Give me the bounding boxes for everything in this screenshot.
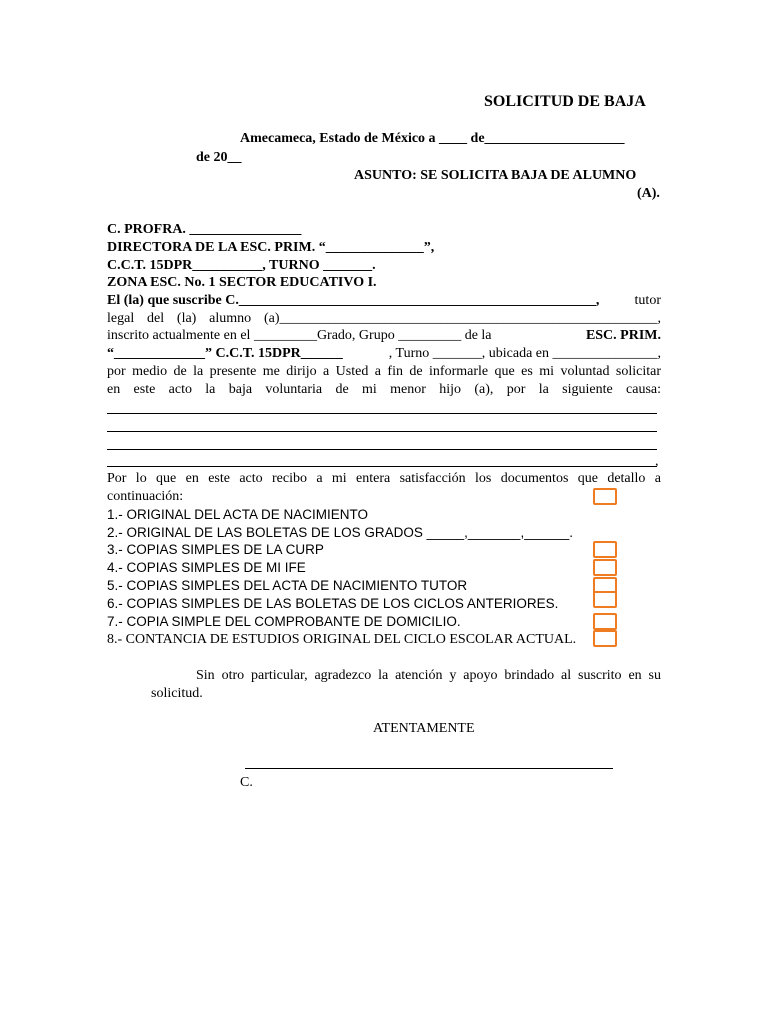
checkbox-item-3[interactable] bbox=[593, 541, 617, 558]
body-line-4 bbox=[107, 345, 661, 363]
atentamente-label: ATENTAMENTE bbox=[373, 721, 475, 736]
body-line-4-rest: , Turno _______, ubicada en _______________, bbox=[388, 346, 661, 361]
cause-blank-line-4 bbox=[107, 466, 657, 467]
cause-blank-line-3 bbox=[107, 449, 657, 450]
place-date-line: Amecameca, Estado de México a ____ de____________________ bbox=[240, 131, 625, 146]
closing-line-1: Sin otro particular, agradezco la atención y apoyo brindado al suscrito en su bbox=[196, 668, 661, 683]
cause-blank-line-1 bbox=[107, 413, 657, 414]
cause-blank-line-2 bbox=[107, 431, 657, 432]
checkbox-item-4[interactable] bbox=[593, 559, 617, 576]
recipient-directora: DIRECTORA DE LA ESC. PRIM. “______________”, bbox=[107, 240, 435, 255]
checkbox-item-7[interactable] bbox=[593, 613, 617, 630]
document-title: SOLICITUD DE BAJA bbox=[484, 93, 646, 110]
body-line-1 bbox=[107, 292, 661, 310]
body-line-6: en este acto la baja voluntaria de mi menor hijo (a), por la siguiente causa: bbox=[107, 382, 661, 397]
body-line-3-text: inscrito actualmente en el _________Grado, Grupo _________ de la bbox=[107, 328, 492, 343]
closing-line-2: solicitud. bbox=[151, 686, 203, 701]
recipient-cct: C.C.T. 15DPR__________, TURNO _______. bbox=[107, 258, 376, 273]
document-item-2: 2.- ORIGINAL DE LAS BOLETAS DE LOS GRADOS _____,_______,______. bbox=[107, 525, 573, 540]
document-item-8: 8.- CONTANCIA DE ESTUDIOS ORIGINAL DEL CICLO ESCOLAR ACTUAL. bbox=[107, 632, 577, 647]
subject-line-2: (A). bbox=[637, 186, 660, 201]
body-line-9: continuación: bbox=[107, 489, 184, 504]
subject-line-1: ASUNTO: SE SOLICITA BAJA DE ALUMNO bbox=[354, 168, 637, 183]
year-line: de 20__ bbox=[196, 150, 242, 165]
cause-line-comma: , bbox=[655, 454, 659, 469]
document-item-7: 7.- COPIA SIMPLE DEL COMPROBANTE DE DOMICILIO. bbox=[107, 614, 461, 629]
signature-prefix: C. bbox=[240, 775, 253, 790]
checkbox-item-8[interactable] bbox=[593, 630, 617, 647]
checkbox-item-1[interactable] bbox=[593, 488, 617, 505]
recipient-profra: C. PROFRA. ________________ bbox=[107, 222, 302, 237]
document-item-5: 5.- COPIAS SIMPLES DEL ACTA DE NACIMIENTO TUTOR bbox=[107, 578, 468, 593]
document-item-6: 6.- COPIAS SIMPLES DE LAS BOLETAS DE LOS CICLOS ANTERIORES. bbox=[107, 596, 559, 611]
document-item-1: 1.- ORIGINAL DEL ACTA DE NACIMIENTO bbox=[107, 507, 369, 522]
document-item-3: 3.- COPIAS SIMPLES DE LA CURP bbox=[107, 542, 324, 557]
body-line-4-bold: “_____________” C.C.T. 15DPR______ bbox=[107, 346, 343, 361]
body-line-3 bbox=[107, 327, 661, 345]
body-line-5: por medio de la presente me dirijo a Usted a fin de informarle que es mi voluntad solicitar bbox=[107, 364, 661, 379]
body-line-2: legal del (la) alumno (a)______________________________________________________, bbox=[107, 311, 661, 326]
checkbox-item-6[interactable] bbox=[593, 591, 617, 608]
body-line-1-bold: El (la) que suscribe C.___________________________________________________, bbox=[107, 293, 600, 308]
body-line-1-rest: tutor bbox=[634, 293, 661, 308]
document-item-4: 4.- COPIAS SIMPLES DE MI IFE bbox=[107, 560, 306, 575]
recipient-zona: ZONA ESC. No. 1 SECTOR EDUCATIVO I. bbox=[107, 275, 377, 290]
body-line-8: Por lo que en este acto recibo a mi entera satisfacción los documentos que detallo a bbox=[107, 471, 661, 486]
body-line-3-bold: ESC. PRIM. bbox=[585, 328, 661, 343]
signature-line bbox=[245, 768, 613, 769]
